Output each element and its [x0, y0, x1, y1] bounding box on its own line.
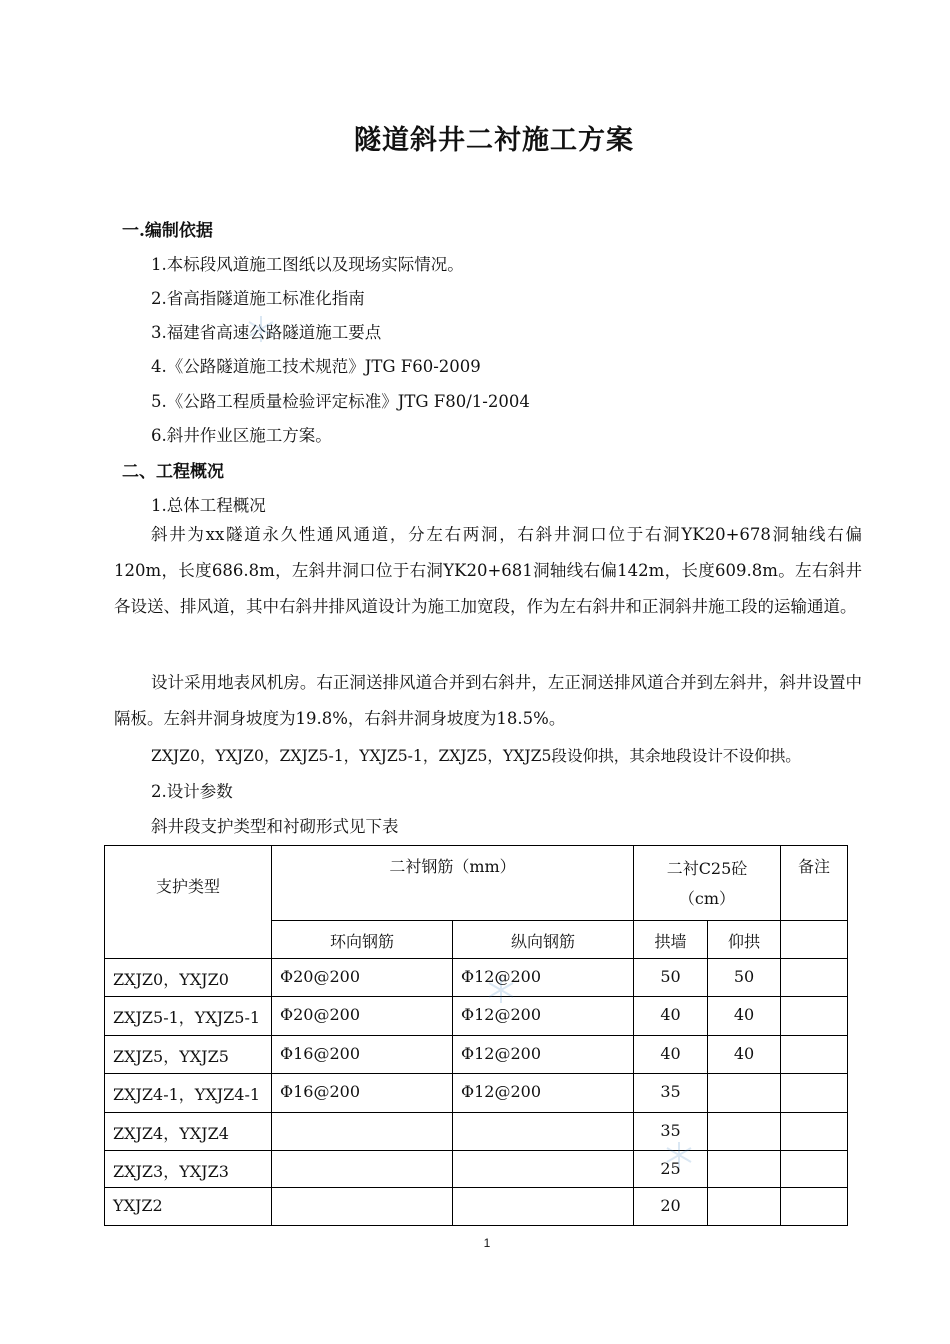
row-support-type: ZXJZ3，YXJZ3	[105, 1151, 272, 1188]
overview-paragraph-3: ZXJZ0，YXJZ0，ZXJZ5-1，YXJZ5-1，ZXJZ5，YXJZ5段设仰拱，其余地段设计不设仰拱。	[151, 747, 801, 765]
row-long-rebar: Φ12@200	[453, 1036, 634, 1074]
row-invert	[708, 1151, 781, 1188]
row-ring-rebar	[272, 1113, 453, 1151]
row-ring-rebar: Φ16@200	[272, 1074, 453, 1113]
header-concrete-line1: 二衬C25砼	[666, 859, 748, 878]
table-row	[105, 1113, 848, 1151]
row-long-rebar	[453, 1151, 634, 1188]
header-arch-wall: 拱墙	[634, 921, 708, 959]
row-arch-wall: 40	[634, 997, 708, 1036]
basis-item-2: 2.省高指隧道施工标准化指南	[151, 289, 365, 308]
row-support-type: ZXJZ5-1，YXJZ5-1	[105, 997, 272, 1036]
row-ring-rebar: Φ20@200	[272, 959, 453, 997]
row-invert: 40	[708, 1036, 781, 1074]
row-support-type: ZXJZ4，YXJZ4	[105, 1113, 272, 1151]
header-ring-rebar: 环向钢筋	[272, 921, 453, 959]
row-ring-rebar: Φ20@200	[272, 997, 453, 1036]
row-long-rebar	[453, 1188, 634, 1226]
section1-heading: 一.编制依据	[122, 221, 213, 241]
row-invert	[708, 1188, 781, 1226]
table-row	[105, 997, 848, 1036]
overview-paragraph-2: 设计采用地表风机房。右正洞送排风道合并到右斜井，左正洞送排风道合并到左斜井，斜井设置中隔板。左斜井洞身坡度为19.8%，右斜井洞身坡度为18.5%。	[114, 673, 862, 728]
header-invert: 仰拱	[708, 921, 781, 959]
row-long-rebar	[453, 1113, 634, 1151]
row-ring-rebar	[272, 1188, 453, 1226]
basis-item-4: 4.《公路隧道施工技术规范》JTG F60-2009	[151, 357, 481, 376]
overview-paragraph-1: 斜井为xx隧道永久性通风通道，分左右两洞，右斜井洞口位于右洞YK20+678洞轴线右偏120m，长度686.8m，左斜井洞口位于右洞YK20+681洞轴线右偏142m，长度609.8m。左右斜井各设送、排风道，其中右斜井排风道设计为施工加宽段，作为左右斜井和正洞斜井施工段的运输通道。	[114, 525, 862, 616]
design-params-subheading: 2.设计参数	[151, 782, 233, 801]
row-ring-rebar: Φ16@200	[272, 1036, 453, 1074]
table-caption: 斜井段支护类型和衬砌形式见下表	[151, 817, 399, 836]
table-row	[105, 1151, 848, 1188]
row-remark	[781, 1151, 848, 1188]
basis-item-5: 5.《公路工程质量检验评定标准》JTG F80/1-2004	[151, 392, 530, 411]
row-long-rebar: Φ12@200	[453, 959, 634, 997]
page-number: 1	[483, 1236, 491, 1250]
row-support-type: ZXJZ5，YXJZ5	[105, 1036, 272, 1074]
row-arch-wall: 25	[634, 1151, 708, 1188]
table-row	[105, 1074, 848, 1113]
row-arch-wall: 35	[634, 1113, 708, 1151]
row-support-type: ZXJZ0，YXJZ0	[105, 959, 272, 997]
document-title: 隧道斜井二衬施工方案	[354, 125, 634, 156]
row-arch-wall: 20	[634, 1188, 708, 1226]
row-remark	[781, 1113, 848, 1151]
header-support-type: 支护类型	[105, 846, 272, 959]
header-concrete-line2: （cm）	[678, 889, 736, 908]
table-row	[105, 1188, 848, 1226]
row-invert: 40	[708, 997, 781, 1036]
section2-heading: 二、工程概况	[122, 462, 224, 482]
header-long-rebar: 纵向钢筋	[453, 921, 634, 959]
snowflake-watermark-icon	[246, 314, 276, 344]
row-support-type: ZXJZ4-1，YXJZ4-1	[105, 1074, 272, 1113]
header-rebar-group: 二衬钢筋（mm）	[272, 846, 634, 921]
row-remark	[781, 1188, 848, 1226]
row-support-type: YXJZ2	[105, 1188, 272, 1226]
row-arch-wall: 40	[634, 1036, 708, 1074]
row-remark	[781, 997, 848, 1036]
header-remark-blank	[781, 921, 848, 959]
table-row	[105, 959, 848, 997]
row-long-rebar: Φ12@200	[453, 1074, 634, 1113]
basis-item-6: 6.斜井作业区施工方案。	[151, 426, 332, 445]
basis-item-3: 3.福建省高速公路隧道施工要点	[151, 323, 382, 342]
header-remark: 备注	[781, 846, 848, 921]
row-remark	[781, 959, 848, 997]
lining-spec-table	[104, 845, 848, 1226]
overview-subheading: 1.总体工程概况	[151, 496, 266, 515]
row-invert	[708, 1113, 781, 1151]
row-invert: 50	[708, 959, 781, 997]
snowflake-watermark-icon	[486, 975, 516, 1005]
row-invert	[708, 1074, 781, 1113]
row-arch-wall: 35	[634, 1074, 708, 1113]
snowflake-watermark-icon	[664, 1140, 694, 1170]
row-arch-wall: 50	[634, 959, 708, 997]
row-remark	[781, 1074, 848, 1113]
row-long-rebar: Φ12@200	[453, 997, 634, 1036]
header-concrete-group	[634, 846, 781, 921]
table-row	[105, 1036, 848, 1074]
row-ring-rebar	[272, 1151, 453, 1188]
row-remark	[781, 1036, 848, 1074]
basis-item-1: 1.本标段风道施工图纸以及现场实际情况。	[151, 255, 464, 274]
